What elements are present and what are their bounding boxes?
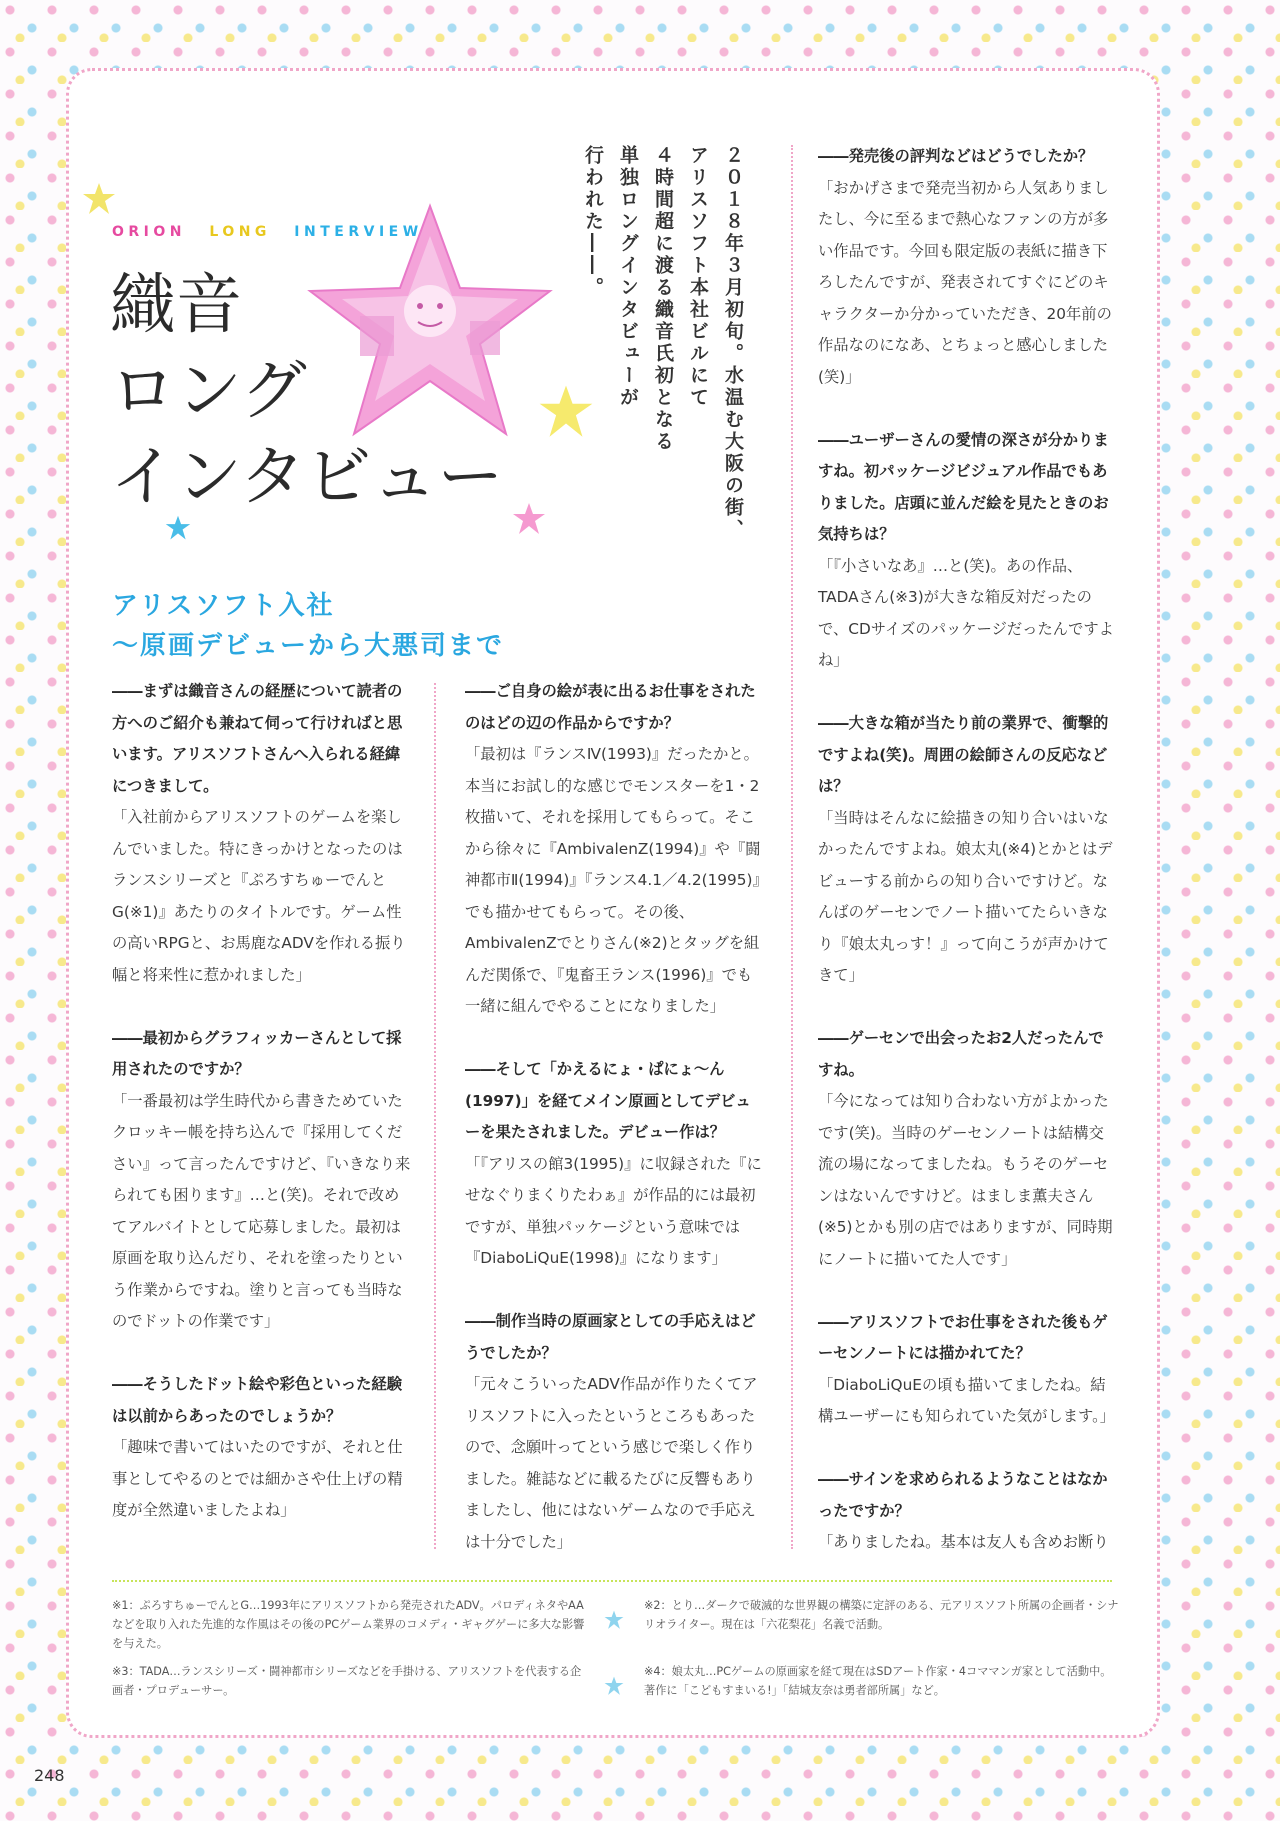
lead-line: 単独ロングインタビューが [617, 145, 639, 409]
interview-question: ――ご自身の絵が表に出るお仕事をされたのはどの辺の作品からですか？ [465, 682, 756, 732]
series-word-1: ORION [112, 224, 187, 240]
pink-star-icon [512, 502, 546, 536]
interview-question: ――制作当時の原画家としての手応えはどうでしたか？ [465, 1312, 756, 1362]
interview-answer: 「趣味で書いてはいたのですが、それと仕事としてやるのとでは細かさや仕上げの精度が全然違いましたよね」 [112, 1438, 403, 1519]
series-label [112, 224, 423, 240]
footnote: ※3：TADA…ランスシリーズ・闘神都市シリーズなどを手掛ける、アリスソフトを代表する企画者・プロデューサー。 [112, 1665, 582, 1697]
interview-answer: 「今になっては知り合わない方がよかったです(笑)。当時のゲーセンノートは結構交流の場になってましたね。もうそのゲーセンはないんですけど。はましま薫夫さん(※5)とかも別の店ではありますが、同時期にノートに描いてた人です」 [818, 1092, 1113, 1268]
title-line: ロング [110, 352, 307, 429]
article-column-3 [818, 141, 1118, 1559]
series-word-2: LONG [209, 224, 271, 240]
interview-answer: 「一番最初は学生時代から書きためていたクロッキー帳を持ち込んで『採用してください』って言ったんですけど、『いきなり来られても困ります』…と(笑)。それで改めてアルバイトとして応募しました。最初は原画を取り込んだり、それを塗ったりという作業からですね。塗りと言っても当時なのでドットの作業です」 [112, 1091, 411, 1330]
page-title [110, 262, 503, 520]
interview-question: ――そうしたドット絵や彩色といった経験は以前からあったのでしょうか？ [112, 1375, 403, 1425]
interview-answer: 「元々こういったADV作品が作りたくてアリスソフトに入ったというところもあったので、念願叶ってという感じで楽しく作りました。雑誌などに載るたびに反響もありましたし、他にはないゲームなので手応えは十分でした」 [465, 1375, 758, 1551]
blue-star-icon [604, 1610, 624, 1630]
interview-answer: 「最初は『ランスⅣ(1993)』だったかと。本当にお試し的な感じでモンスターを1・2枚描いて、それを採用してもらって。そこから徐々に『AmbivalenZ(1994)』や『闘神都市Ⅱ(1994)』『ランス4.1／4.2(1995)』でも描かせてもらって。その後、AmbivalenZでとりさん(※2)とタッグを組んだ関係で、『鬼畜王ランス(1996)』でも一緒に組んでやることになりました」 [465, 745, 761, 1015]
title-line: インタビュー [110, 438, 504, 515]
footnote: ※2：とり…ダークで破滅的な世界観の構築に定評のある、元アリスソフト所属の企画者・シナリオライター。現在は「六花梨花」名義で活動。 [644, 1599, 1119, 1631]
title-line: 織音 [110, 266, 242, 343]
interview-answer: 「『小さいなあ』…と(笑)。あの作品、TADAさん(※3)が大きな箱反対だったので、CDサイズのパッケージだったんですよね」 [818, 556, 1114, 669]
footnote: ※1：ぷろすちゅーでんとG…1993年にアリスソフトから発売されたADV。パロディネタやAAなどを取り入れた先進的な作風はその後のPCゲーム業界のコメディ・ギャグゲーに多大な影響を与えた。 [112, 1599, 585, 1650]
column-divider [791, 145, 793, 1549]
interview-question: ――最初からグラフィッカーさんとして採用されたのですか？ [112, 1028, 402, 1078]
lead-line: 行われた――。 [582, 145, 604, 299]
interview-question: ――そして「かえるにょ・ぱにょ〜ん(1997)」を経てメイン原画としてデビューを果たされました。デビュー作は？ [465, 1060, 751, 1141]
page-number: 248 [34, 1766, 65, 1785]
lead-line: ４時間超に渡る織音氏初となる [652, 145, 674, 453]
interview-answer: 「当時はそんなに絵描きの知り合いはいなかったんですよね。娘太丸(※4)とかとはデビューする前からの知り合いですけど。なんばのゲーセンでノート描いてたらいきなり『娘太丸っす！』って向こうが声かけてきて」 [818, 808, 1113, 984]
column-divider [434, 683, 436, 1549]
article-column-1 [112, 676, 412, 1527]
interview-question: ――アリスソフトでお仕事をされた後もゲーセンノートには描かれてた？ [818, 1312, 1108, 1362]
interview-question: ――まずは織音さんの経歴について読者の方へのご紹介も兼ねて伺って行ければと思います。アリスソフトさんへ入られる経緯につきまして。 [112, 682, 403, 795]
lead-line: アリスソフト本社ビルにて [687, 145, 709, 409]
blue-star-icon [604, 1676, 624, 1696]
interview-answer: 「DiaboLiQuEの頃も描いてましたね。結構ユーザーにも知られていた気がします。」 [818, 1375, 1116, 1425]
interview-question: ――ユーザーさんの愛情の深さが分かりますね。初パッケージビジュアル作品でもありました。店頭に並んだ絵を見たときのお気持ちは？ [818, 430, 1109, 543]
lead-text-vertical [575, 145, 750, 565]
interview-answer: 「入社前からアリスソフトのゲームを楽しんでいました。特にきっかけとなったのはランスシリーズと『ぷろすちゅーでんとG(※1)』あたりのタイトルです。ゲーム性の高いRPGと、お馬鹿なADVを作れる振り幅と将来性に惹かれました」 [112, 808, 406, 984]
section-heading-line: アリスソフト入社 [112, 591, 335, 621]
interview-answer: 「おかげさまで発売当初から人気ありましたし、今に至るまで熱心なファンの方が多い作品です。今回も限定版の表紙に描き下ろしたんですが、発表されてすぐにどのキャラクターか分かっていただき、20年前の作品なのになあ、とちょっと感心しました(笑)」 [818, 178, 1112, 386]
footnote-rule [112, 1580, 1112, 1582]
section-heading-line: 〜原画デビューから大悪司まで [112, 631, 505, 661]
interview-answer: 「『アリスの館3(1995)』に収録された『にせなぐりまくりたわぁ』が作品的には最初ですが、単独パッケージという意味では『DiaboLiQuE(1998)』になります」 [465, 1154, 762, 1267]
interview-question: ――大きな箱が当たり前の業界で、衝撃的ですよね(笑)。周囲の絵師さんの反応などは？ [818, 714, 1109, 795]
interview-question: ――発売後の評判などはどうでしたか？ [818, 147, 1094, 165]
article-column-2 [465, 676, 765, 1558]
interview-answer: 「ありましたね。基本は友人も含めお断り [818, 1533, 1109, 1551]
lead-line: ２０１８年３月初旬。水温む大阪の街、 [722, 145, 744, 541]
yellow-star-icon [82, 182, 116, 216]
interview-question: ――サインを求められるようなことはなかったですか？ [818, 1470, 1108, 1520]
interview-question: ――ゲーセンで出会ったお2人だったんですね。 [818, 1029, 1104, 1079]
footnote: ※4：娘太丸…PCゲームの原画家を経て現在はSDアート作家・4コママンガ家として活動中。著作に「こどもすまいる!」「結城友奈は勇者部所属」など。 [644, 1665, 1112, 1697]
section-heading [112, 586, 504, 666]
series-word-3: INTERVIEW [294, 224, 423, 240]
